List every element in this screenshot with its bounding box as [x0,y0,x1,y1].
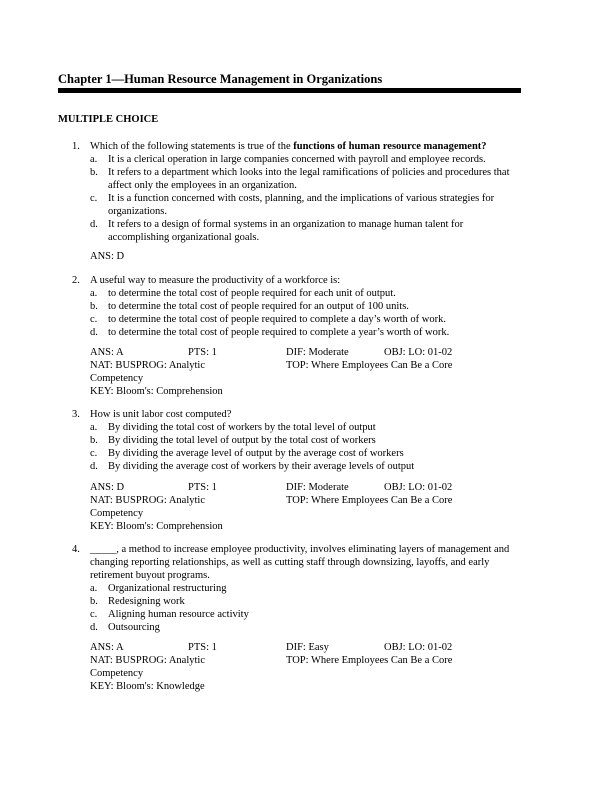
topic: TOP: Where Employees Can Be a Core [286,495,453,506]
question-text [90,140,515,153]
points: PTS: 1 [188,642,217,653]
option-c [90,608,515,621]
points: PTS: 1 [188,482,217,493]
option-letter: d. [90,622,98,633]
objective: OBJ: LO: 01-02 [384,482,453,493]
option-b [90,434,515,447]
option-text: to determine the total cost of people required for an output of 100 units. [108,301,409,312]
question-number: 4. [72,544,80,555]
title-rule [58,88,521,93]
options-list [90,421,515,473]
option-text: Organizational restructuring [108,583,227,594]
option-b [90,166,515,192]
competency: Competency [90,373,144,384]
option-text: Redesigning work [108,596,185,607]
option-c [90,313,515,326]
option-letter: b. [90,167,98,178]
nat: NAT: BUSPROG: Analytic [90,360,205,371]
option-a [90,582,515,595]
question-text: _____, a method to increase employee productivity, involves eliminating layers of management and changing reporting relationships, as well as cutting staff through downsizing, layoffs, and early retirement buyout programs. [90,544,510,581]
option-c [90,447,515,460]
option-letter: b. [90,435,98,446]
difficulty: DIF: Moderate [286,347,349,358]
option-letter: c. [90,448,98,459]
option-a [90,287,515,300]
option-letter: c. [90,609,98,620]
option-letter: a. [90,422,98,433]
option-text: to determine the total cost of people required for each unit of output. [108,288,396,299]
answer: ANS: A [90,642,124,653]
option-letter: b. [90,596,98,607]
option-letter: a. [90,288,98,299]
competency: Competency [90,668,144,679]
option-text: By dividing the total level of output by the total cost of workers [108,435,376,446]
answer: ANS: D [90,251,125,262]
answer: ANS: D [90,482,125,493]
option-d [90,326,515,339]
option-text: to determine the total cost of people required to complete a year’s worth of work. [108,327,450,338]
points: PTS: 1 [188,347,217,358]
options-list [90,287,515,339]
question-number: 3. [72,409,80,420]
option-letter: a. [90,583,98,594]
topic: TOP: Where Employees Can Be a Core [286,360,453,371]
option-letter: a. [90,154,98,165]
option-a [90,421,515,434]
option-text: Outsourcing [108,622,160,633]
option-letter: c. [90,314,98,325]
option-text: It is a function concerned with costs, planning, and the implications of various strategies for organizations. [108,193,495,217]
option-b [90,300,515,313]
option-text: Aligning human resource activity [108,609,249,620]
nat: NAT: BUSPROG: Analytic [90,655,205,666]
option-letter: d. [90,219,98,230]
option-a [90,153,515,166]
question-text-plain: Which of the following statements is true of the [90,141,294,152]
option-text: It refers to a department which looks into the legal ramifications of policies and procedures that affect only the employees in an organization. [108,167,510,191]
answer: ANS: A [90,347,124,358]
option-letter: b. [90,301,98,312]
option-letter: d. [90,327,98,338]
chapter-title: Chapter 1—Human Resource Management in Organizations [58,72,383,86]
option-letter: d. [90,461,98,472]
option-d [90,460,515,473]
option-text: It is a clerical operation in large companies concerned with payroll and employee records. [108,154,486,165]
key: KEY: Bloom's: Comprehension [90,386,223,397]
question-number: 2. [72,275,80,286]
difficulty: DIF: Moderate [286,482,349,493]
option-d [90,218,515,244]
question-text: How is unit labor cost computed? [90,409,232,420]
nat: NAT: BUSPROG: Analytic [90,495,205,506]
competency: Competency [90,508,144,519]
question-text: A useful way to measure the productivity of a workforce is: [90,275,341,286]
question-number: 1. [72,141,80,152]
question-text-bold: functions of human resource management? [293,141,487,152]
option-text: By dividing the total cost of workers by the total level of output [108,422,376,433]
option-c [90,192,515,218]
option-text: It refers to a design of formal systems in an organization to manage human talent for accomplishing organizational goals. [108,219,464,243]
key: KEY: Bloom's: Knowledge [90,681,205,692]
option-letter: c. [90,193,98,204]
option-b [90,595,515,608]
section-heading: MULTIPLE CHOICE [58,114,159,125]
option-text: By dividing the average cost of workers by their average levels of output [108,461,415,472]
option-text: By dividing the average level of output by the average cost of workers [108,448,404,459]
option-d [90,621,515,634]
objective: OBJ: LO: 01-02 [384,642,453,653]
key: KEY: Bloom's: Comprehension [90,521,223,532]
objective: OBJ: LO: 01-02 [384,347,453,358]
options-list [90,153,515,244]
difficulty: DIF: Easy [286,642,329,653]
options-list [90,582,515,634]
option-text: to determine the total cost of people required to complete a day’s worth of work. [108,314,446,325]
topic: TOP: Where Employees Can Be a Core [286,655,453,666]
